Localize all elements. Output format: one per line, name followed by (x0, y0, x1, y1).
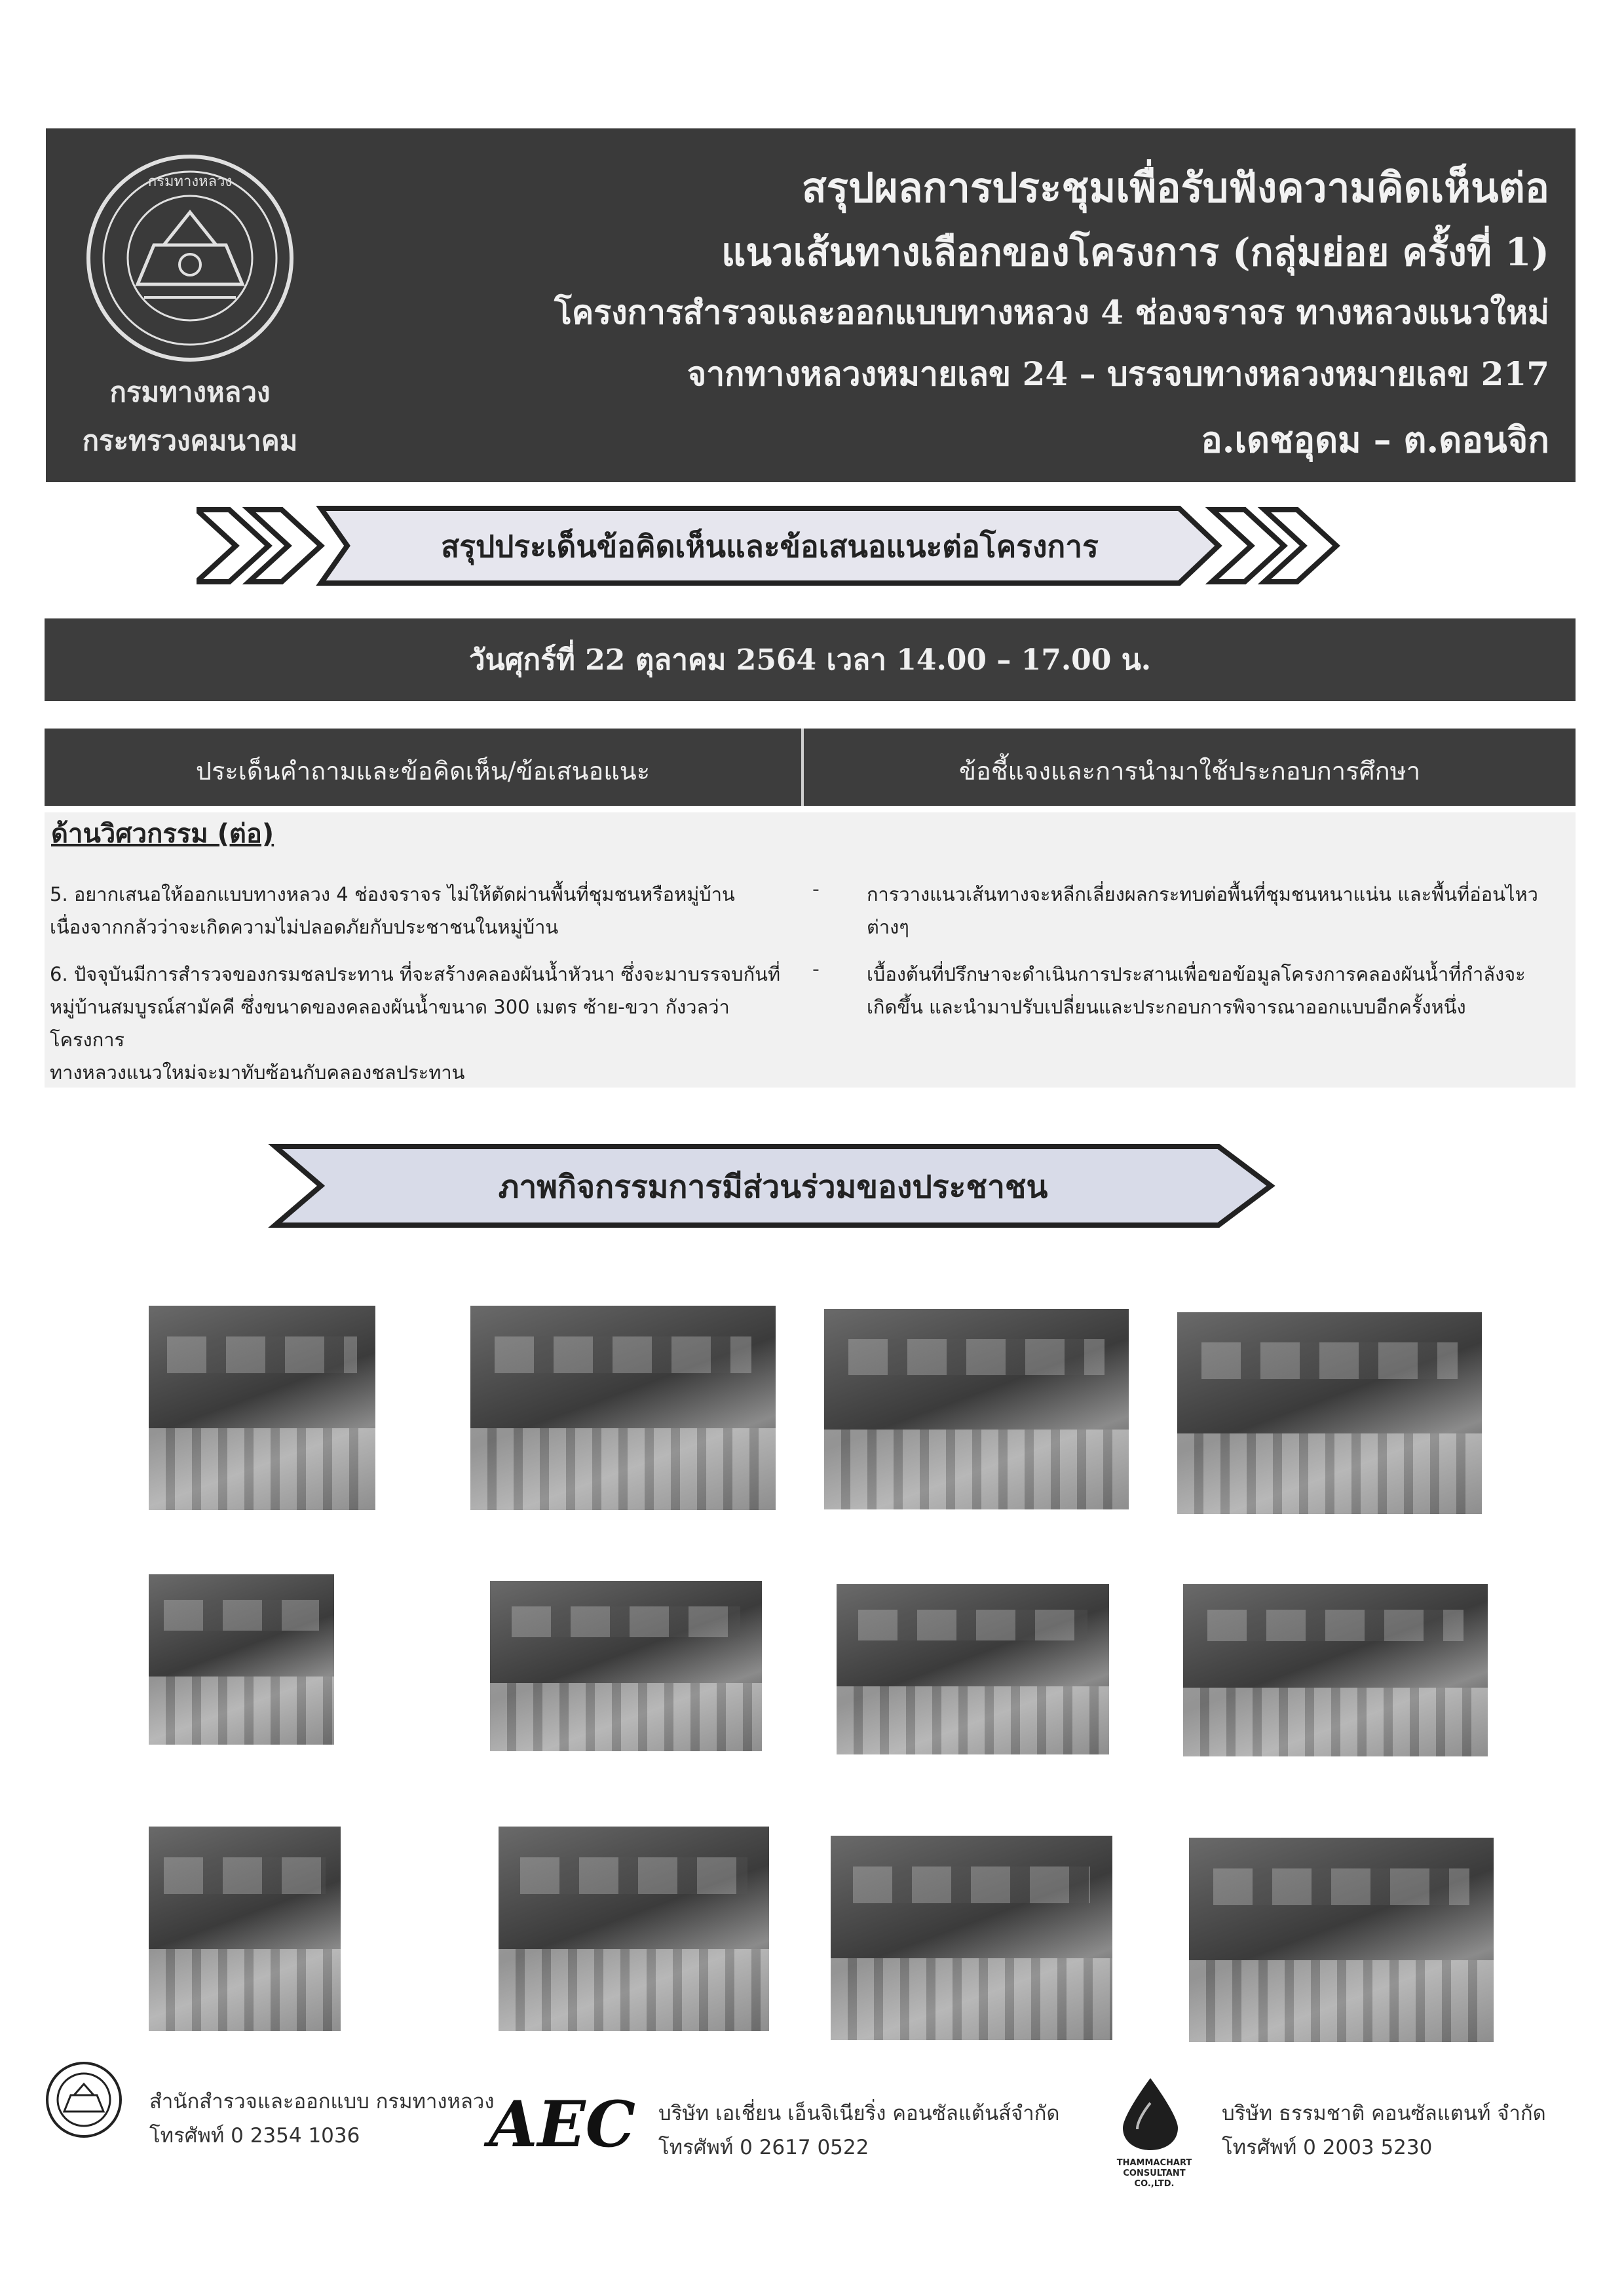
date-bar (45, 618, 1576, 701)
row-6-answer-line-1: เบื้องต้นที่ปรึกษาจะดำเนินการประสานเพื่อขอข้อมูลโครงการคลองผันน้ำที่กำลังจะ (867, 963, 1526, 985)
aec-phone: โทรศัพท์ 0 2617 0522 (658, 2136, 869, 2159)
table-header (45, 729, 1576, 806)
row-5-question (50, 878, 803, 943)
title-line-2: แนวเส้นทางเลือกของโครงการ (กลุ่มย่อย ครั้งที่ 1) (721, 230, 1549, 275)
activity-photo-5 (149, 1574, 334, 1745)
col-left-header: ประเด็นคำถามและข้อคิดเห็น/ข้อเสนอแนะ (195, 757, 651, 786)
activity-photo-6 (490, 1581, 762, 1751)
doh-phone: โทรศัพท์ 0 2354 1036 (149, 2124, 360, 2148)
activity-ribbon-label: ภาพกิจกรรมการมีส่วนร่วมของประชาชน (498, 1169, 1048, 1205)
doh-office: สำนักสำรวจและออกแบบ กรมทางหลวง (149, 2090, 495, 2113)
row-5-dash: - (812, 878, 820, 901)
row-6-answer-line-2: เกิดขึ้น และนำมาปรับเปลี่ยนและประกอบการพิจารณาออกแบบอีกครั้งหนึ่ง (867, 996, 1466, 1018)
table-body (45, 812, 1576, 1088)
tmc-logo-text: THAMMACHART CONSULTANT CO.,LTD. (1116, 2158, 1192, 2189)
tmc-phone: โทรศัพท์ 0 2003 5230 (1222, 2136, 1433, 2159)
activity-photo-7 (837, 1584, 1109, 1754)
row-6-line-2: หมู่บ้านสมบูรณ์สามัคคี ซึ่งขนาดของคลองผันน้ำขนาด 300 เมตร ซ้าย-ขวา กังวลว่า โครงการ (50, 996, 730, 1051)
activity-photo-8 (1183, 1584, 1488, 1756)
title-line-1: สรุปผลการประชุมเพื่อรับฟังความคิดเห็นต่อ (801, 164, 1549, 212)
row-5-line-2: เนื่องจากกลัวว่าจะเกิดความไม่ปลอดภัยกับประชาชนในหมู่บ้าน (50, 916, 559, 938)
tmc-name: บริษัท ธรรมชาติ คอนซัลแตนท์ จำกัด (1222, 2102, 1546, 2125)
date-line: วันศุกร์ที่ 22 ตุลาคม 2564 เวลา 14.00 – 17.00 น. (468, 643, 1152, 677)
activity-photo-4 (1177, 1312, 1482, 1514)
row-6-answer (867, 958, 1571, 1023)
doh-seal-icon (45, 2059, 123, 2144)
row-5-answer-line-2: ต่างๆ (867, 916, 909, 938)
activity-photo-11 (831, 1836, 1112, 2040)
row-6-dash: - (812, 958, 820, 981)
activity-photo-1 (149, 1306, 375, 1510)
seal-text: กรมทางหลวง (147, 174, 233, 190)
activity-photo-2 (470, 1306, 776, 1510)
col-right-header: ข้อชี้แจงและการนำมาใช้ประกอบการศึกษา (958, 757, 1421, 786)
aec-name: บริษัท เอเชี่ยน เอ็นจิเนียริ่ง คอนซัลแต้นส์จำกัด (658, 2102, 1060, 2125)
row-6-line-3: ทางหลวงแนวใหม่จะมาทับซ้อนกับคลองชลประทาน (50, 1061, 465, 1084)
water-drop-logo-icon (1111, 2074, 1190, 2153)
summary-ribbon (197, 503, 1441, 588)
row-5-line-1: 5. อยากเสนอให้ออกแบบทางหลวง 4 ช่องจราจร ไม่ให้ตัดผ่านพื้นที่ชุมชนหรือหมู่บ้าน (50, 883, 735, 905)
activity-photo-9 (149, 1827, 341, 2031)
doh-footer (149, 2085, 494, 2153)
activity-photo-10 (499, 1827, 769, 2031)
aec-logo: AEC (489, 2087, 636, 2161)
org-name: กรมทางหลวง (109, 376, 271, 408)
title-line-4: จากทางหลวงหมายเลข 24 – บรรจบทางหลวงหมายเลข 217 (687, 354, 1549, 393)
activity-ribbon (262, 1140, 1310, 1232)
activity-photo-12 (1189, 1838, 1494, 2042)
ministry-name: กระทรวงคมนาคม (82, 425, 298, 457)
department-seal-icon (85, 153, 295, 363)
section-title: ด้านวิศวกรรม (ต่อ) (51, 819, 274, 849)
row-6-question (50, 958, 803, 1089)
activity-photo-3 (824, 1309, 1129, 1509)
tmc-footer (1222, 2096, 1546, 2165)
row-5-answer (867, 878, 1571, 943)
title-line-3: โครงการสำรวจและออกแบบทางหลวง 4 ช่องจราจร ทางหลวงแนวใหม่ (554, 293, 1549, 332)
row-6-line-1: 6. ปัจจุบันมีการสำรวจของกรมชลประทาน ที่จะสร้างคลองผันน้ำหัวนา ซึ่งจะมาบรรจบกันที่ (50, 963, 781, 985)
aec-footer (658, 2096, 1060, 2165)
title-line-5: อ.เดชอุดม – ต.ดอนจิก (1201, 419, 1549, 461)
header-banner (46, 128, 1576, 482)
row-5-answer-line-1: การวางแนวเส้นทางจะหลีกเลี่ยงผลกระทบต่อพื้นที่ชุมชนหนาแน่น และพื้นที่อ่อนไหว (867, 883, 1538, 905)
summary-ribbon-label: สรุปประเด็นข้อคิดเห็นและข้อเสนอแนะต่อโครงการ (441, 529, 1099, 564)
